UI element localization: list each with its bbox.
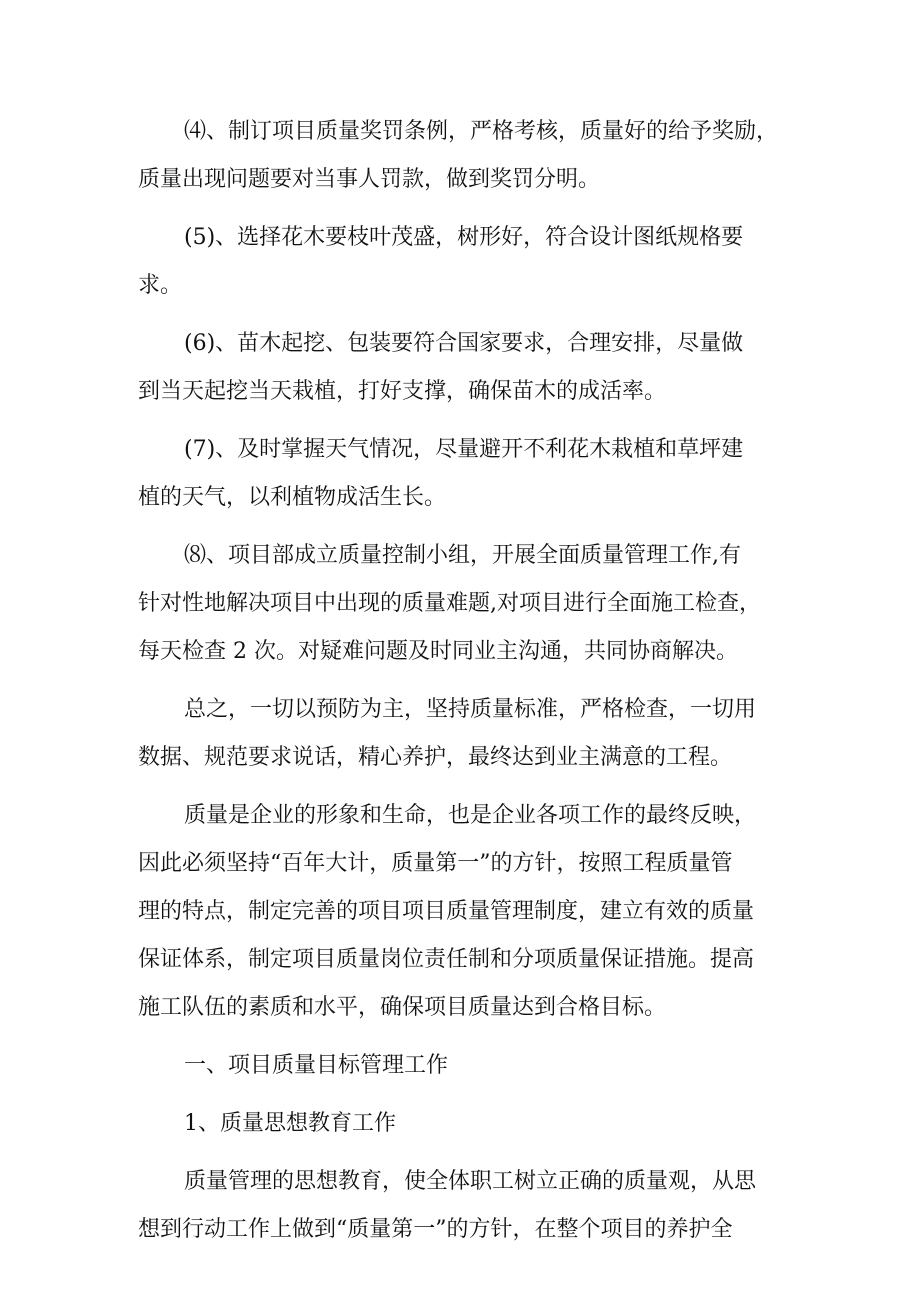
- section-heading: [138, 1042, 798, 1090]
- paragraph-item-5: [138, 214, 798, 310]
- document-body: [138, 108, 798, 1264]
- text-line: 求。: [138, 273, 183, 298]
- text-line: 质量管理的思想教育，使全体职工树立正确的质量观，从思: [184, 1169, 757, 1194]
- text-line: 想到行动工作上做到“质量第一”的方针，在整个项目的养护全: [138, 1217, 733, 1242]
- subsection-heading: [138, 1100, 798, 1148]
- text-line: 每天检查 2 次。对疑难问题及时同业主沟通，共同协商解决。: [138, 639, 738, 664]
- heading-text: 一、项目质量目标管理工作: [184, 1053, 449, 1078]
- paragraph-item-4: [138, 108, 798, 204]
- text-line: (5)、选择花木要枝叶茂盛，树形好，符合设计图纸规格要: [184, 225, 744, 250]
- paragraph-item-6: [138, 320, 798, 416]
- text-line: (7)、及时掌握天气情况，尽量避开不利花木栽植和草坪建: [184, 437, 744, 462]
- text-line: 总之，一切以预防为主，坚持质量标准，严格检查，一切用: [184, 697, 757, 722]
- text-line: 到当天起挖当天栽植，打好支撑，确保苗木的成活率。: [138, 379, 667, 404]
- text-line: ⑻、项目部成立质量控制小组，开展全面质量管理工作,有: [184, 543, 741, 568]
- summary-paragraph: [138, 686, 798, 782]
- text-line: 质量是企业的形象和生命，也是企业各项工作的最终反映，: [184, 803, 757, 828]
- text-line: 理的特点，制定完善的项目项目质量管理制度，建立有效的质量: [138, 899, 755, 924]
- text-line: 数据、规范要求说话，精心养护，最终达到业主满意的工程。: [138, 745, 733, 770]
- text-line: ⑷、制订项目质量奖罚条例，严格考核，质量好的给予奖励，: [184, 119, 779, 144]
- quality-paragraph: [138, 792, 798, 1032]
- text-line: 施工队伍的素质和水平，确保项目质量达到合格目标。: [138, 995, 667, 1020]
- paragraph-item-8: [138, 532, 798, 676]
- text-line: 保证体系，制定项目质量岗位责任制和分项质量保证措施。提高: [138, 947, 755, 972]
- text-line: 针对性地解决项目中出现的质量难题,对项目进行全面施工检查，: [138, 591, 761, 616]
- heading-text: 1、质量思想教育工作: [184, 1111, 396, 1136]
- text-line: (6)、苗木起挖、包装要符合国家要求，合理安排，尽量做: [184, 331, 744, 356]
- text-line: 因此必须坚持“百年大计，质量第一”的方针，按照工程质量管: [138, 851, 733, 876]
- text-line: 质量出现问题要对当事人罚款，做到奖罚分明。: [138, 167, 601, 192]
- education-paragraph: [138, 1158, 798, 1254]
- paragraph-item-7: [138, 426, 798, 522]
- text-line: 植的天气，以利植物成活生长。: [138, 485, 447, 510]
